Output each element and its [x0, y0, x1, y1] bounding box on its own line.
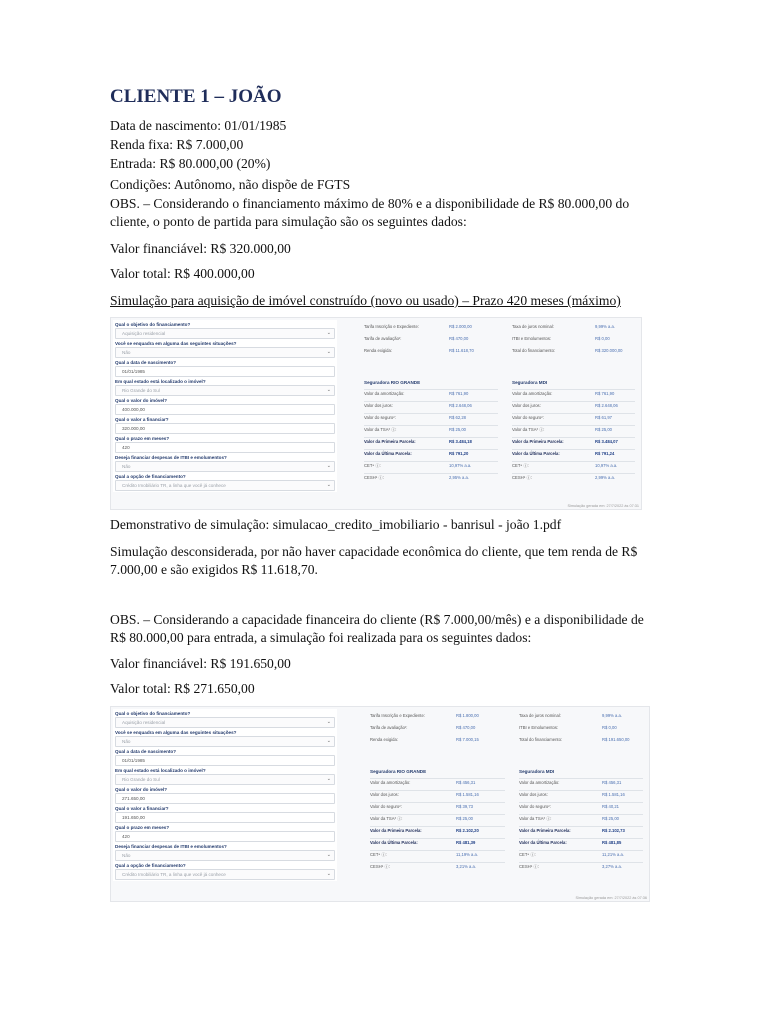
result-value: R$ 25,00	[602, 816, 619, 821]
row-divider	[519, 850, 643, 851]
row-divider	[519, 814, 643, 815]
form-question-label: Qual a opção de financiamento?	[115, 474, 186, 479]
row-divider	[512, 437, 635, 438]
form-select[interactable]	[115, 347, 335, 358]
result-value: R$ 61,97	[595, 415, 612, 420]
form-field-value: Não	[122, 739, 131, 744]
financeable-value-2: Valor financiável: R$ 191.650,00	[110, 656, 291, 671]
result-label: Total do financiamento:	[519, 737, 563, 742]
row-divider	[512, 425, 635, 426]
form-question-label: Qual o prazo em meses?	[115, 436, 170, 441]
form-select[interactable]	[115, 385, 335, 396]
result-label: Valor da Última Parcela:	[364, 451, 412, 456]
result-value: R$ 2.102,73	[602, 828, 625, 833]
result-label: ITBI e Emolumentos:	[512, 336, 552, 341]
form-field-value: Crédito Imobiliário TR, a linha que você já conhece	[122, 872, 226, 877]
result-label: Valor do seguro²:	[364, 415, 396, 420]
result-value: R$ 761,90	[449, 391, 469, 396]
result-value: R$ 0,00	[595, 336, 610, 341]
simulation-screenshot-2	[110, 706, 650, 902]
row-divider	[512, 401, 635, 402]
row-divider	[370, 838, 505, 839]
result-value: R$ 2.102,20	[456, 828, 479, 833]
result-label: CESH⁵ ⓘ:	[512, 475, 532, 480]
form-select[interactable]	[115, 717, 335, 728]
result-value: R$ 25,00	[456, 816, 473, 821]
conditions-line: Condições: Autônomo, não dispõe de FGTS	[110, 177, 351, 192]
row-divider	[370, 814, 505, 815]
result-value: R$ 40,21	[602, 804, 619, 809]
result-label: Valor da amortização:	[364, 391, 405, 396]
result-value: R$ 1.800,00	[456, 713, 479, 718]
form-input[interactable]	[115, 404, 335, 415]
row-divider	[364, 473, 498, 474]
form-question-label: Qual o valor do imóvel?	[115, 787, 168, 792]
row-divider	[519, 790, 643, 791]
chevron-down-icon: ⌄	[326, 776, 331, 782]
total-value-1: Valor total: R$ 400.000,00	[110, 266, 255, 281]
form-field-value: Aquisição residencial	[122, 331, 166, 336]
row-divider	[519, 826, 643, 827]
result-value: 11,21% a.a.	[602, 852, 625, 857]
form-field-value: 400.000,00	[122, 407, 145, 412]
form-question-label: Qual a data de nascimento?	[115, 360, 177, 365]
result-label: Valor dos juros:	[370, 792, 399, 797]
form-question-label: Você se enquadra em alguma das seguintes situações?	[115, 730, 237, 735]
row-divider	[512, 389, 635, 390]
simulation-heading: Simulação para aquisição de imóvel construído (novo ou usado) – Prazo 420 meses (máximo)	[110, 293, 621, 308]
result-label: Tarifa de avaliação¹:	[370, 725, 408, 730]
row-divider	[512, 413, 635, 414]
insurer-left-heading: Seguradora RIO GRANDE	[364, 380, 421, 385]
form-field-value: 420	[122, 445, 130, 450]
result-value: R$ 191.650,00	[602, 737, 630, 742]
result-label: Valor do seguro²:	[512, 415, 544, 420]
form-question-label: Qual o objetivo do financiamento?	[115, 711, 191, 716]
result-label: Valor da TSA³ ⓘ:	[512, 427, 545, 432]
simulation-demo-file-1: Demonstrativo de simulação: simulacao_credito_imobiliario - banrisul - joão 1.pdf	[110, 517, 562, 532]
result-value: R$ 3.484,18	[449, 439, 472, 444]
row-divider	[364, 413, 498, 414]
row-divider	[519, 802, 643, 803]
result-label: CET⁴ ⓘ:	[512, 463, 529, 468]
form-question-label: Em qual estado está localizado o imóvel?	[115, 768, 206, 773]
form-field-value: Crédito Imobiliário TR, a linha que você já conhece	[122, 483, 226, 488]
result-label: CET⁴ ⓘ:	[519, 852, 536, 857]
form-question-label: Qual o valor do imóvel?	[115, 398, 168, 403]
result-value: 9,99% a.a.	[595, 324, 616, 329]
result-label: Renda exigida:	[370, 737, 398, 742]
row-divider	[512, 461, 635, 462]
form-input[interactable]	[115, 442, 335, 453]
simulation-form	[113, 709, 337, 881]
form-select[interactable]	[115, 328, 335, 339]
result-value: R$ 3.484,07	[595, 439, 618, 444]
form-question-label: Em qual estado está localizado o imóvel?	[115, 379, 206, 384]
row-divider	[364, 401, 498, 402]
form-field-value: Não	[122, 350, 131, 355]
row-divider	[519, 778, 643, 779]
form-input[interactable]	[115, 755, 335, 766]
result-label: Valor da Primeira Parcela:	[370, 828, 422, 833]
result-label: CESH⁵ ⓘ:	[370, 864, 390, 869]
down-payment-line: Entrada: R$ 80.000,00 (20%)	[110, 156, 271, 171]
result-value: R$ 456,31	[602, 780, 622, 785]
result-value: R$ 481,39	[456, 840, 476, 845]
chevron-down-icon: ⌄	[326, 482, 331, 488]
result-label: Valor da Última Parcela:	[512, 451, 560, 456]
row-divider	[512, 449, 635, 450]
result-label: Valor da Última Parcela:	[519, 840, 567, 845]
result-label: Valor da TSA³ ⓘ:	[370, 816, 403, 821]
result-value: 11,19% a.a.	[456, 852, 479, 857]
result-label: CET⁴ ⓘ:	[370, 852, 387, 857]
form-field-value: Não	[122, 464, 131, 469]
simulation-results	[358, 318, 642, 510]
form-field-value: Aquisição residencial	[122, 720, 166, 725]
result-label: Valor da Última Parcela:	[370, 840, 418, 845]
observation-2: OBS. – Considerando a capacidade financeira do cliente (R$ 7.000,00/mês) e a disponibilidade de R$ 80.000,00 para entrada, a simulação foi realizada para os seguintes dados:	[110, 612, 644, 645]
result-label: Valor da TSA³ ⓘ:	[364, 427, 397, 432]
result-value: R$ 470,00	[449, 336, 469, 341]
result-label: Taxa de juros nominal:	[512, 324, 554, 329]
insurer-left-heading: Seguradora RIO GRANDE	[370, 769, 427, 774]
form-question-label: Qual o valor a financiar?	[115, 417, 169, 422]
form-input[interactable]	[115, 812, 335, 823]
total-value-2: Valor total: R$ 271.650,00	[110, 681, 255, 696]
generated-timestamp: Simulação gerada em: 27/7/2022 às 07:31	[567, 504, 639, 508]
form-question-label: Qual o prazo em meses?	[115, 825, 170, 830]
birth-date-line: Data de nascimento: 01/01/1985	[110, 118, 287, 133]
result-value: R$ 481,85	[602, 840, 622, 845]
chevron-down-icon: ⌄	[326, 852, 331, 858]
form-input[interactable]	[115, 793, 335, 804]
row-divider	[370, 862, 505, 863]
form-select[interactable]	[115, 736, 335, 747]
form-question-label: Qual o objetivo do financiamento?	[115, 322, 191, 327]
result-label: Valor da Primeira Parcela:	[512, 439, 564, 444]
form-input[interactable]	[115, 423, 335, 434]
client-title: CLIENTE 1 – JOÃO	[110, 86, 282, 107]
result-value: R$ 791,24	[595, 451, 615, 456]
result-value: R$ 791,20	[449, 451, 469, 456]
row-divider	[519, 862, 643, 863]
result-label: ITBI e Emolumentos:	[519, 725, 559, 730]
result-value: R$ 11.618,70	[449, 348, 474, 353]
result-value: R$ 1.581,16	[602, 792, 625, 797]
result-label: Valor da Primeira Parcela:	[364, 439, 416, 444]
chevron-down-icon: ⌄	[326, 463, 331, 469]
chevron-down-icon: ⌄	[326, 349, 331, 355]
simulation-form	[113, 320, 337, 492]
row-divider	[512, 473, 635, 474]
result-value: 3,27% a.a.	[602, 864, 623, 869]
result-label: Valor dos juros:	[364, 403, 393, 408]
result-value: R$ 761,90	[595, 391, 615, 396]
form-question-label: Deseja financiar despesas de ITBI e emolumentos?	[115, 455, 227, 460]
row-divider	[370, 826, 505, 827]
row-divider	[370, 802, 505, 803]
form-field-value: Rio Grande do Sul	[122, 777, 160, 782]
form-select[interactable]	[115, 480, 335, 491]
result-value: 3,21% a.a.	[456, 864, 477, 869]
form-question-label: Você se enquadra em alguma das seguintes situações?	[115, 341, 237, 346]
form-question-label: Qual a opção de financiamento?	[115, 863, 186, 868]
simulation-results	[364, 707, 650, 902]
row-divider	[364, 449, 498, 450]
result-label: Valor dos juros:	[512, 403, 541, 408]
row-divider	[370, 790, 505, 791]
result-value: R$ 25,00	[449, 427, 466, 432]
form-field-value: 01/01/1985	[122, 758, 145, 763]
insurer-right-heading: Seguradora MDI	[519, 769, 555, 774]
result-label: Valor da amortização:	[370, 780, 411, 785]
result-label: CESH⁵ ⓘ:	[364, 475, 384, 480]
result-value: R$ 456,31	[456, 780, 476, 785]
result-label: Renda exigida:	[364, 348, 392, 353]
result-value: R$ 39,73	[456, 804, 473, 809]
result-value: R$ 320.000,00	[595, 348, 623, 353]
generated-timestamp: Simulação gerada em: 27/7/2022 às 07:36	[575, 896, 647, 900]
result-value: R$ 62,28	[449, 415, 466, 420]
row-divider	[370, 778, 505, 779]
result-value: R$ 7.000,15	[456, 737, 479, 742]
chevron-down-icon: ⌄	[326, 387, 331, 393]
form-input[interactable]	[115, 831, 335, 842]
form-field-value: 271.650,00	[122, 796, 145, 801]
result-label: Taxa de juros nominal:	[519, 713, 561, 718]
chevron-down-icon: ⌄	[326, 738, 331, 744]
result-value: R$ 2.648,06	[595, 403, 618, 408]
row-divider	[364, 389, 498, 390]
result-value: 9,99% a.a.	[602, 713, 623, 718]
row-divider	[364, 437, 498, 438]
form-field-value: 191.650,00	[122, 815, 145, 820]
fixed-income-line: Renda fixa: R$ 7.000,00	[110, 137, 244, 152]
result-label: Tarifa Inscrição e Expediente:	[364, 324, 419, 329]
result-label: CET⁴ ⓘ:	[364, 463, 381, 468]
chevron-down-icon: ⌄	[326, 871, 331, 877]
result-value: 10,97% a.a.	[449, 463, 472, 468]
simulation-discarded-note: Simulação desconsiderada, por não haver capacidade econômica do cliente, que tem renda de R$ 7.000,00 e são exigidos R$ 11.618,70.	[110, 544, 638, 577]
result-value: 2,99% a.a.	[595, 475, 616, 480]
result-value: R$ 1.581,16	[456, 792, 479, 797]
form-question-label: Qual a data de nascimento?	[115, 749, 177, 754]
form-field-value: 01/01/1985	[122, 369, 145, 374]
row-divider	[370, 850, 505, 851]
result-value: R$ 2.648,06	[449, 403, 472, 408]
simulation-screenshot-1	[110, 317, 642, 510]
row-divider	[364, 425, 498, 426]
result-value: R$ 2.000,00	[449, 324, 472, 329]
form-field-value: 320.000,00	[122, 426, 145, 431]
form-field-value: Rio Grande do Sul	[122, 388, 160, 393]
result-label: Total do financiamento:	[512, 348, 556, 353]
form-field-value: 420	[122, 834, 130, 839]
financeable-value-1: Valor financiável: R$ 320.000,00	[110, 241, 291, 256]
form-question-label: Qual o valor a financiar?	[115, 806, 169, 811]
result-value: 10,97% a.a.	[595, 463, 618, 468]
result-label: Tarifa de avaliação¹:	[364, 336, 402, 341]
result-value: R$ 0,00	[602, 725, 617, 730]
result-label: Valor do seguro²:	[370, 804, 402, 809]
form-field-value: Não	[122, 853, 131, 858]
result-value: 2,95% a.a.	[449, 475, 470, 480]
row-divider	[364, 461, 498, 462]
result-label: Valor do seguro²:	[519, 804, 551, 809]
insurer-right-heading: Seguradora MDI	[512, 380, 548, 385]
form-select[interactable]	[115, 774, 335, 785]
form-select[interactable]	[115, 869, 335, 880]
form-question-label: Deseja financiar despesas de ITBI e emolumentos?	[115, 844, 227, 849]
chevron-down-icon: ⌄	[326, 330, 331, 336]
chevron-down-icon: ⌄	[326, 719, 331, 725]
result-value: R$ 25,00	[595, 427, 612, 432]
result-label: CESH⁵ ⓘ:	[519, 864, 539, 869]
row-divider	[519, 838, 643, 839]
observation-1: OBS. – Considerando o financiamento máximo de 80% e a disponibilidade de R$ 80.000,00 do cliente, o ponto de partida para simulação são os seguintes dados:	[110, 196, 630, 229]
result-label: Valor da amortização:	[512, 391, 553, 396]
form-input[interactable]	[115, 366, 335, 377]
result-label: Valor da amortização:	[519, 780, 560, 785]
result-label: Tarifa Inscrição e Expediente:	[370, 713, 425, 718]
form-select[interactable]	[115, 850, 335, 861]
result-value: R$ 470,00	[456, 725, 476, 730]
result-label: Valor dos juros:	[519, 792, 548, 797]
result-label: Valor da Primeira Parcela:	[519, 828, 571, 833]
form-select[interactable]	[115, 461, 335, 472]
result-label: Valor da TSA³ ⓘ:	[519, 816, 552, 821]
